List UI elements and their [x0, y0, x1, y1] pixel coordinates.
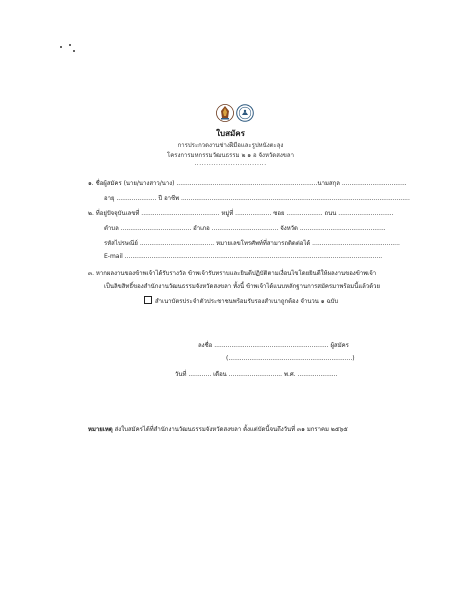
note-text: ส่งใบสมัครได้ที่สำนักงานวัฒนธรรมจังหวัดสงขลา ตั้งแต่บัดนี้จนถึงวันที่ ๓๑ มกราคม ๒๕๖๕ [114, 426, 348, 433]
speck [60, 46, 62, 48]
postal-phone-line: รหัสไปรษณีย์ ....................................... หมายเลขโทรศัพท์ที่สามารถติดต่อได้ .............................................. [104, 240, 400, 247]
header-dotted-line: .............................. [194, 160, 267, 167]
applicant-name-line: ๑. ชื่อผู้สมัคร (นาย/นางสาว/นาง) ..........................................................................นามสกุล .................................. [88, 180, 407, 187]
email-line: E-mail ....................................................................................................................................... [104, 253, 383, 260]
scan-specks [60, 44, 80, 58]
date-line: วันที่ ............ เดือน ............................ พ.ศ. ..................... [175, 371, 338, 378]
id-copy-checkbox[interactable] [144, 296, 152, 304]
note-label: หมายเหตุ [88, 426, 113, 433]
id-copy-checkbox-row [144, 296, 338, 306]
consent-line-2: เป็นลิขสิทธิ์ของสำนักงานวัฒนธรรมจังหวัดสงขลา ทั้งนี้ ข้าพเจ้าได้แนบหลักฐานการสมัครมาพร้อมนี้แล้วด้วย [104, 283, 381, 290]
ministry-of-culture-seal-icon [216, 104, 234, 122]
printed-name-line: (.................................................................) [226, 355, 355, 362]
consent-line-1: ๓. หากผลงานของข้าพเจ้าได้รับรางวัล ข้าพเจ้ารับทราบและยินดีปฏิบัติตามเงื่อนไขโดยยินดีให้ผลงานของข้าพเจ้า [88, 270, 377, 277]
form-subtitle: การประกวดงานช่างฝีมือและรูปหนังตะลุง [177, 142, 284, 149]
address-line: ๒. ที่อยู่ปัจจุบันเลขที่ ......................................... หมู่ที่ ................... ซอย ................... ถนน ............................. [88, 210, 394, 217]
speck [69, 44, 71, 46]
speck [73, 50, 75, 52]
signature-line: ลงชื่อ ............................................................ ผู้สมัคร [198, 342, 349, 349]
district-province-line: ตำบล ..................................... อำเภอ ................................... จังหวัด ............................................. [104, 225, 386, 232]
id-copy-label: สำเนาบัตรประจำตัวประชาชนพร้อมรับรองสำเนาถูกต้อง จำนวน ๑ ฉบับ [155, 298, 339, 305]
age-occupation-line: อายุ ..................... ปี อาชีพ ........................................................................................................................ [104, 195, 410, 202]
project-name: โครงการมหกรรมวัฒนธรรม ๒ ๑ อ จังหวัดสงขลา [167, 152, 294, 159]
songkhla-culture-office-seal-icon [236, 104, 254, 122]
form-title: ใบสมัคร [216, 129, 245, 138]
footnote [88, 424, 348, 434]
